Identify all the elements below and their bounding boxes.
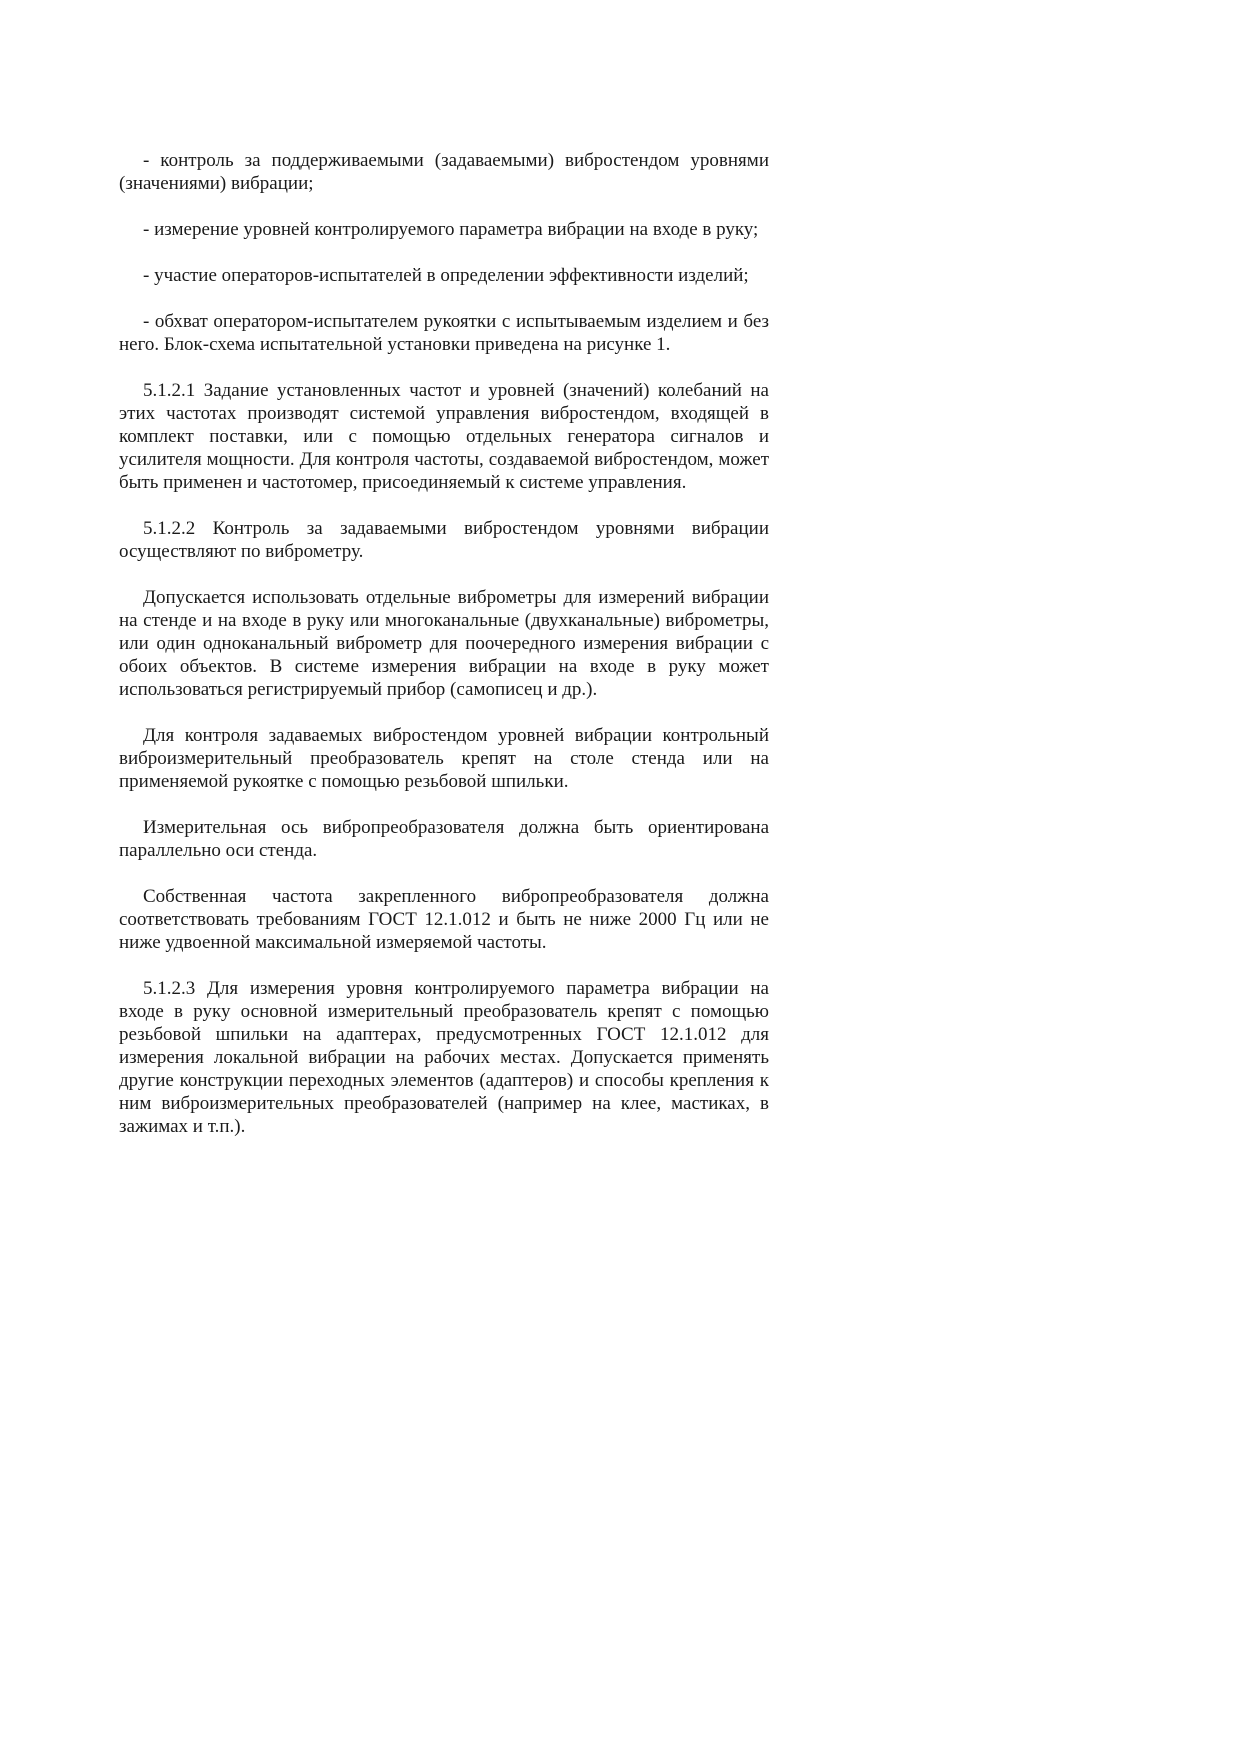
paragraph-natural-frequency: Собственная частота закрепленного вибропреобразователя должна соответствовать требованиям ГОСТ 12.1.012 и быть не ниже 2000 Гц или не ниже удвоенной максимальной измеряемой частоты. — [119, 886, 769, 953]
paragraph-5-1-2-2: 5.1.2.2 Контроль за задаваемыми вибростендом уровнями вибрации осуществляют по виброметру. — [119, 518, 769, 562]
paragraph-measure-input: - измерение уровней контролируемого параметра вибрации на входе в руку; — [143, 219, 759, 240]
paragraph-operators: - участие операторов-испытателей в определении эффективности изделий; — [143, 265, 749, 286]
paragraph-measurement-axis: Измерительная ось вибропреобразователя должна быть ориентирована параллельно оси стенда. — [119, 817, 769, 861]
paragraph-vibrometers: Допускается использовать отдельные виброметры для измерений вибрации на стенде и на входе в руку или многоканальные (двухканальные) виброметры, или один одноканальный виброметр для поочередного измерения вибрации с обоих объектов. В системе измерения вибрации на входе в руку может использоваться регистрируемый прибор (самописец и др.). — [119, 587, 769, 700]
paragraph-control-levels: - контроль за поддерживаемыми (задаваемыми) вибростендом уровнями (значениями) вибрации; — [119, 150, 769, 194]
paragraph-grip: - обхват оператором-испытателем рукоятки с испытываемым изделием и без него. Блок-схема испытательной установки приведена на рисунке 1. — [119, 311, 769, 355]
paragraph-5-1-2-1: 5.1.2.1 Задание установленных частот и уровней (значений) колебаний на этих частотах производят системой управления вибростендом, входящей в комплект поставки, или с помощью отдельных генератора сигналов и усилителя мощности. Для контроля частоты, создаваемой вибростендом, может быть применен и частотомер, присоединяемый к системе управления. — [119, 380, 769, 493]
document-body — [119, 149, 769, 1161]
paragraph-5-1-2-3: 5.1.2.3 Для измерения уровня контролируемого параметра вибрации на входе в руку основной измерительный преобразователь крепят с помощью резьбовой шпильки на адаптерах, предусмотренных ГОСТ 12.1.012 для измерения локальной вибрации на рабочих местах. Допускается применять другие конструкции переходных элементов (адаптеров) и способы крепления к ним виброизмерительных преобразователей (например на клее, мастиках, в зажимах и т.п.). — [119, 978, 769, 1137]
paragraph-control-transducer: Для контроля задаваемых вибростендом уровней вибрации контрольный виброизмерительный преобразователь крепят на столе стенда или на применяемой рукоятке с помощью резьбовой шпильки. — [119, 725, 769, 792]
